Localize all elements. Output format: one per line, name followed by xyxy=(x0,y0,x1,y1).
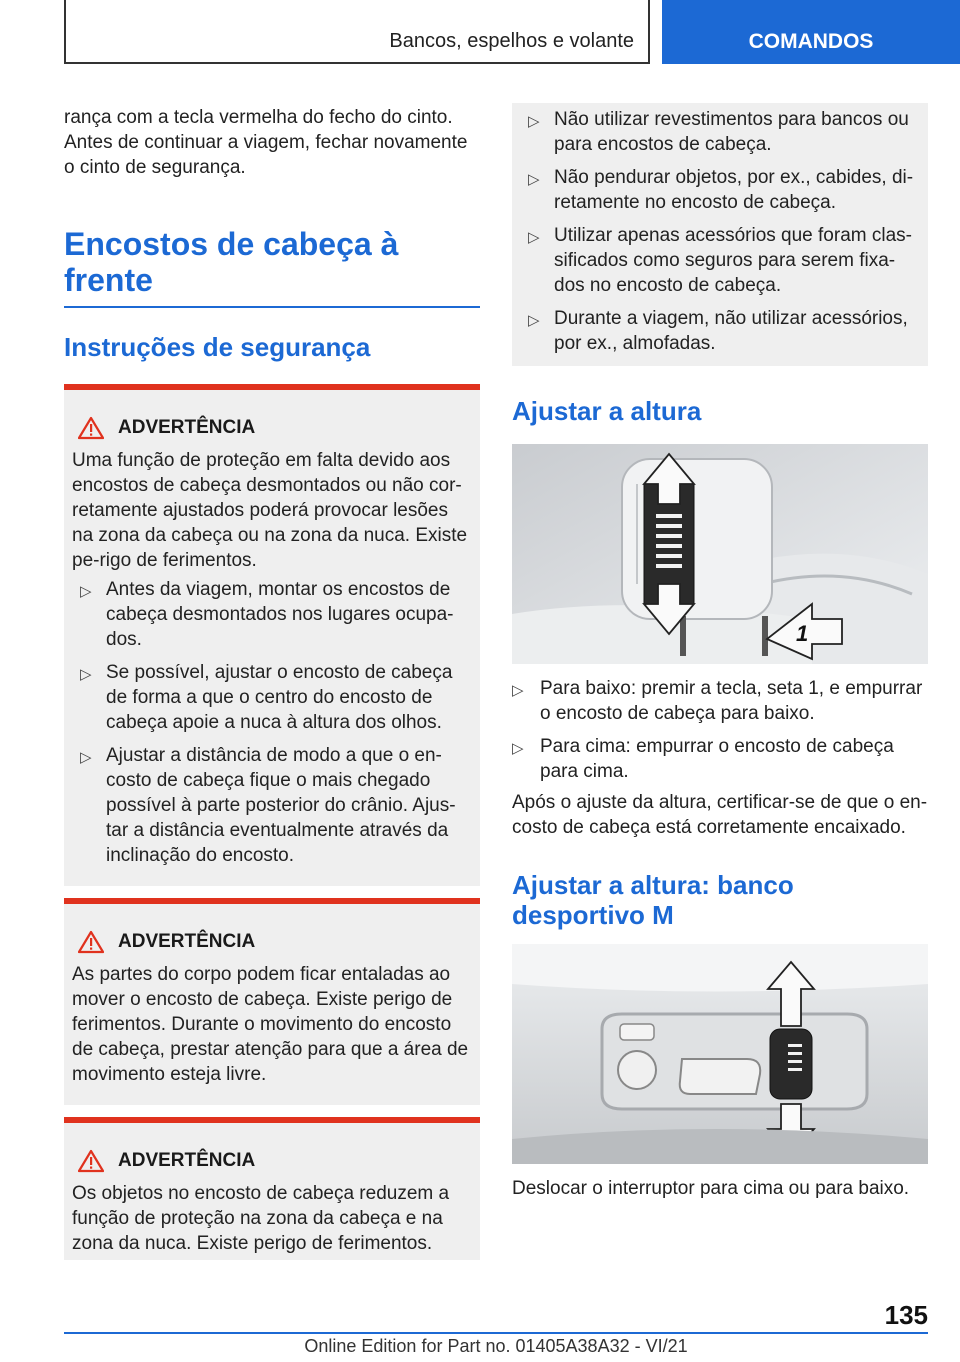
triangle-bullet-icon: ▷ xyxy=(80,666,92,683)
warning-triangle-icon xyxy=(78,1149,104,1173)
banco-heading-line1: Ajustar a altura: banco xyxy=(512,870,794,900)
triangle-bullet-icon: ▷ xyxy=(512,682,524,699)
header-chapter-tab[interactable]: COMANDOS xyxy=(662,0,960,64)
banco-paragraph: Deslocar o interruptor para cima ou para baixo. xyxy=(512,1178,910,1199)
list-item: ▷ Durante a viagem, não utilizar acessórios, por ex., almofadas. xyxy=(528,308,908,354)
footer-divider xyxy=(64,1332,928,1334)
list-item: ▷ Antes da viagem, montar os encostos de cabeça desmontados nos lugares ocupa-dos. xyxy=(80,579,454,650)
banco-heading-line2: desportivo M xyxy=(512,900,674,930)
section-heading-line1: Encostos de cabeça à xyxy=(64,226,399,262)
warning-title: ADVERTÊNCIA xyxy=(118,417,256,438)
warning-list xyxy=(72,577,474,868)
warning-text: Os objetos no encosto de cabeça reduzem a função de proteção na zona da cabeça e na zona da nuca. Existe perigo de ferimentos. xyxy=(72,1183,450,1254)
intro-paragraph: rança com a tecla vermelha do fecho do cinto. Antes de continuar a viagem, fechar novamente o cinto de segurança. xyxy=(64,107,468,178)
list-item: ▷ Para cima: empurrar o encosto de cabeça para cima. xyxy=(512,736,894,782)
warning-title: ADVERTÊNCIA xyxy=(118,931,256,952)
triangle-bullet-icon: ▷ xyxy=(528,171,540,188)
list-item: ▷ Utilizar apenas acessórios que foram clas-sificados como seguros para serem fixa-dos no encosto de cabeça. xyxy=(528,225,912,296)
callout-number: 1 xyxy=(796,621,809,646)
triangle-bullet-icon: ▷ xyxy=(528,312,540,329)
warning-text: As partes do corpo podem ficar entaladas ao mover o encosto de cabeça. Existe perigo de ferimentos. Durante o movimento do encosto de cabeça, prestar atenção para que a área de movimento esteja livre. xyxy=(72,964,469,1085)
footer-edition-text: Online Edition for Part no. 01405A38A32 - VI/21 xyxy=(304,1336,688,1356)
list-item: ▷ Não utilizar revestimentos para bancos ou para encostos de cabeça. xyxy=(528,109,909,155)
sport-seat-switch-photo xyxy=(512,944,928,1164)
warning-triangle-icon xyxy=(78,416,104,440)
triangle-bullet-icon: ▷ xyxy=(80,583,92,600)
footer-edition xyxy=(64,1336,928,1357)
section-heading-line2: frente xyxy=(64,262,153,298)
list-item: ▷ Se possível, ajustar o encosto de cabeça de forma a que o centro do encosto de cabeça apoie a nuca à altura dos olhos. xyxy=(80,662,453,733)
right-column xyxy=(512,103,928,1201)
section-divider xyxy=(64,306,480,308)
warning-box-1 xyxy=(64,384,480,886)
triangle-bullet-icon: ▷ xyxy=(80,749,92,766)
list-item: ▷ Ajustar a distância de modo a que o en-costo de cabeça fique o mais chegado possível à parte posterior do crânio. Ajus-tar a distância eventualmente através da inclinação do encosto. xyxy=(80,745,456,866)
warning-title: ADVERTÊNCIA xyxy=(118,1150,256,1171)
triangle-bullet-icon: ▷ xyxy=(512,740,524,757)
header-section-title: Bancos, espelhos e volante xyxy=(389,30,634,52)
list-item: ▷ Não pendurar objetos, por ex., cabides, di-retamente no encosto de cabeça. xyxy=(528,167,914,213)
left-column xyxy=(64,105,480,1260)
warning-box-2 xyxy=(64,898,480,1105)
subsection-heading: Instruções de segurança xyxy=(64,332,371,362)
warning-text: Uma função de proteção em falta devido aos encostos de cabeça desmontados ou não cor-retamente ajustados poderá provocar lesões na zona da cabeça ou na zona da nuca. Existe pe-rigo de ferimentos. xyxy=(72,450,468,571)
warning-box-3 xyxy=(64,1117,480,1260)
altura-heading: Ajustar a altura xyxy=(512,396,702,426)
altura-paragraph: Após o ajuste da altura, certificar-se de que o en-costo de cabeça está corretamente encaixado. xyxy=(512,792,928,838)
triangle-bullet-icon: ▷ xyxy=(528,113,540,130)
banco-heading xyxy=(512,870,928,930)
page-number: 135 xyxy=(884,1300,928,1330)
warning-triangle-icon xyxy=(78,930,104,954)
safety-continuation-box xyxy=(512,103,928,366)
section-heading xyxy=(64,226,480,298)
triangle-bullet-icon: ▷ xyxy=(528,229,540,246)
header-section-box xyxy=(64,0,650,64)
headrest-photo xyxy=(512,444,928,664)
altura-list xyxy=(512,676,928,784)
list-item: ▷ Para baixo: premir a tecla, seta 1, e empurrar o encosto de cabeça para baixo. xyxy=(512,678,923,724)
